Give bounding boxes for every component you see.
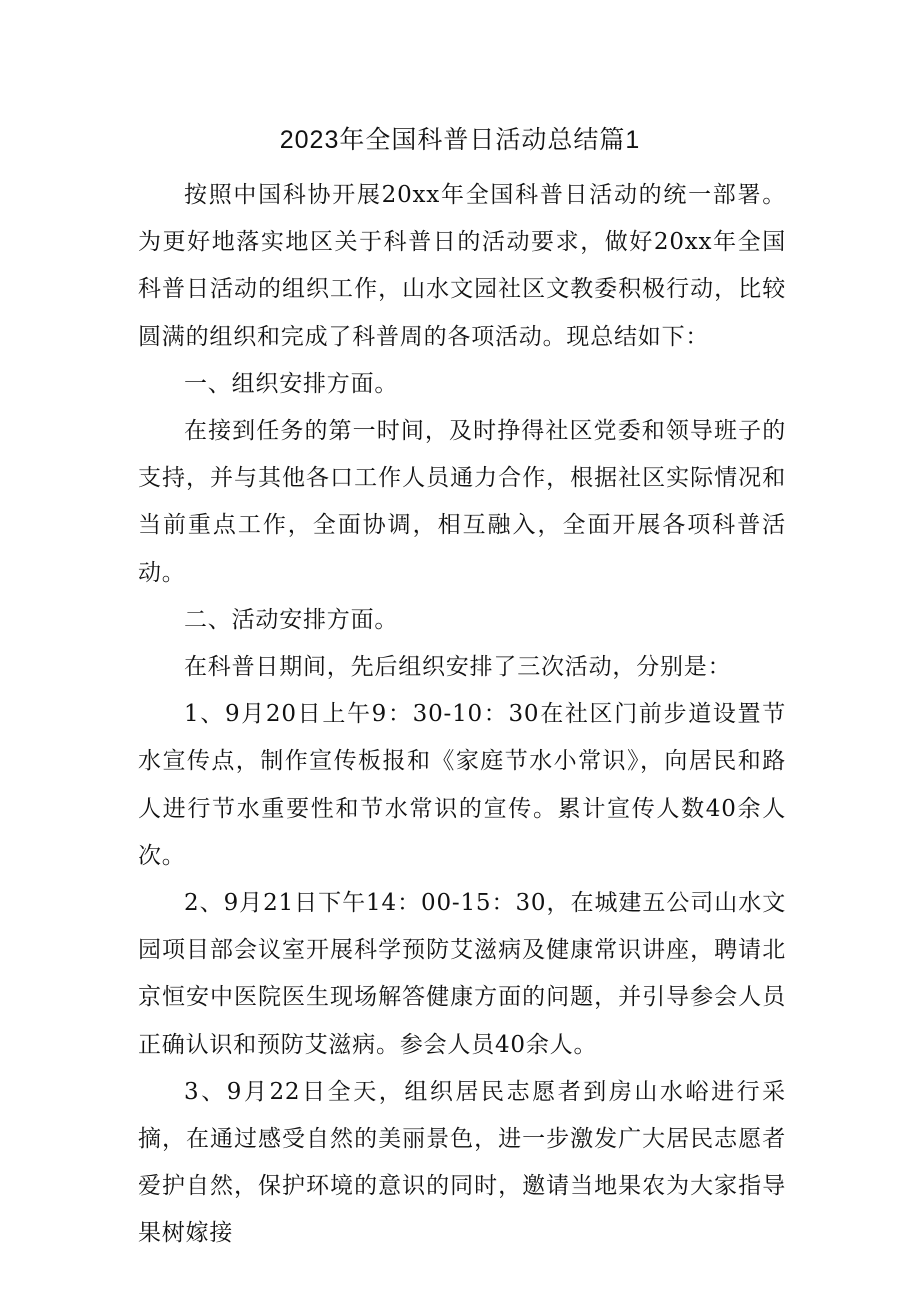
document-title: 2023年全国科普日活动总结篇1 bbox=[279, 126, 641, 154]
document-body bbox=[138, 172, 786, 1258]
organization-paragraph: 在接到任务的第一时间，及时挣得社区党委和领导班子的支持，并与其他各口工作人员通力合作，根据社区实际情况和当前重点工作，全面协调，相互融入，全面开展各项科普活动。 bbox=[138, 418, 786, 586]
section-heading-activities: 二、活动安排方面。 bbox=[184, 606, 399, 633]
activities-intro-paragraph: 在科普日期间，先后组织安排了三次活动，分别是： bbox=[184, 654, 732, 681]
section-heading-organization: 一、组织安排方面。 bbox=[184, 370, 399, 397]
activity-item-2: 2、9月21日下午14：00-15：30，在城建五公司山水文园项目部会议室开展科学预防艾滋病及健康常识讲座，聘请北京恒安中医院医生现场解答健康方面的问题，并引导参会人员正确认识和预防艾滋病。参会人员40余人。 bbox=[138, 890, 786, 1058]
activity-item-3: 3、9月22日全天，组织居民志愿者到房山水峪进行采摘，在通过感受自然的美丽景色，进一步激发广大居民志愿者爱护自然，保护环境的意识的同时，邀请当地果农为大家指导果树嫁接 bbox=[138, 1078, 786, 1247]
activity-item-1: 1、9月20日上午9：30-10：30在社区门前步道设置节水宣传点，制作宣传板报和《家庭节水小常识》，向居民和路人进行节水重要性和节水常识的宣传。累计宣传人数40余人次。 bbox=[138, 701, 786, 869]
intro-paragraph: 按照中国科协开展20xx年全国科普日活动的统一部署。为更好地落实地区关于科普日的活动要求，做好20xx年全国科普日活动的组织工作，山水文园社区文教委积极行动，比较圆满的组织和完成了科普周的各项活动。现总结如下： bbox=[138, 182, 786, 350]
